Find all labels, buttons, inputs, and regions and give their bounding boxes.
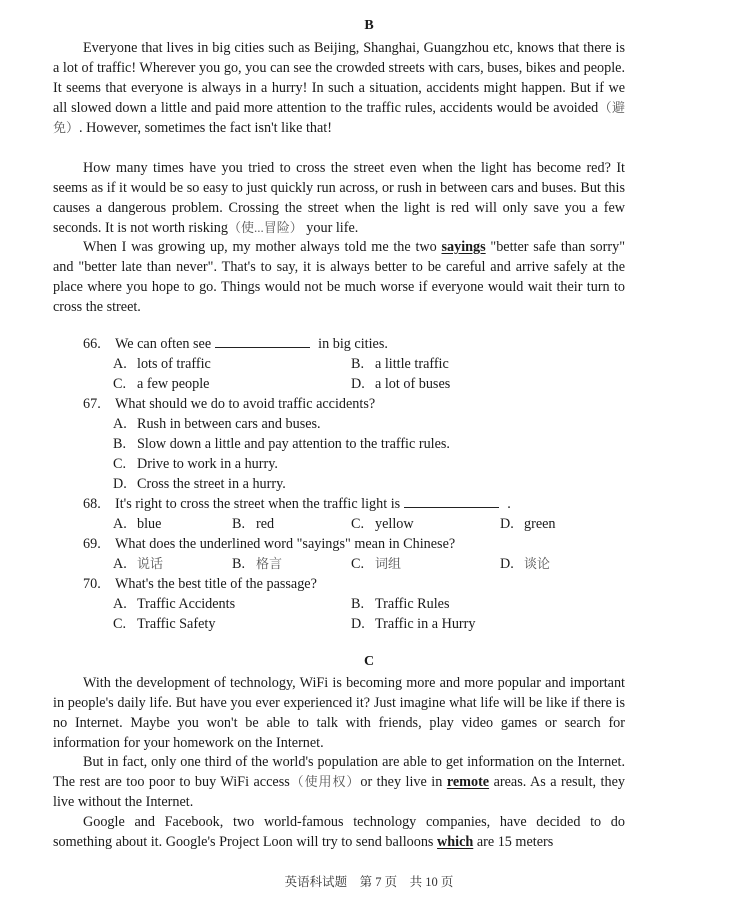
option-69-a: A. 说话 [113,556,164,572]
option-68-a: A. blue [113,516,162,532]
section-b-paragraph-2: How many times have you tried to cross the street even when the light has become red? It seems as if it would be so easy to just quickly run across, or rush in between cars and buses. But this causes a dangerous problem. Crossing the street when the light is red will only save you a few seconds. It is not worth risking（使...冒险） your life. [53,160,625,236]
option-69-c: C. 词组 [351,556,402,572]
option-66-b: B. a little traffic [351,356,449,372]
section-c-paragraph-2: But in fact, only one third of the world's population are able to get information on the Internet. The rest are too poor to buy WiFi access（使用权）or they live in remote areas. As a result, they live without the Internet. [53,754,625,810]
underlined-word-remote: remote [446,774,490,790]
option-67-b: B. Slow down a little and pay attention to the traffic rules. [113,436,450,452]
option-68-c: C. yellow [351,516,414,532]
section-c-paragraph-3: Google and Facebook, two world-famous technology companies, have decided to do something about it. Google's Project Loon will try to send balloons which are 15 meters [53,814,625,850]
question-69: 69. What does the underlined word "sayings" mean in Chinese? [83,536,456,552]
option-67-c: C. Drive to work in a hurry. [113,456,278,472]
option-70-a: A. Traffic Accidents [113,596,236,612]
question-68: 68. It's right to cross the street when the traffic light is . [83,496,511,512]
question-66: 66. We can often see in big cities. [83,336,388,352]
option-66-d: D. a lot of buses [351,376,451,392]
option-70-b: B. Traffic Rules [351,596,450,612]
section-b-title: B [364,18,374,33]
question-67: 67. What should we do to avoid traffic accidents? [83,396,376,412]
option-66-a: A. lots of traffic [113,356,211,372]
answer-blank [404,495,499,508]
section-b-paragraph-3: When I was growing up, my mother always told me the two sayings "better safe than sorry" and "better late than never". That's to say, it is always better to be careful and arrive safely at the place where you hope to go. Things would not be much worse if everyone would wait their turn to cross the street. [53,239,625,315]
underlined-word-sayings: sayings [441,239,486,255]
option-68-d: D. green [500,516,556,532]
option-68-b: B. red [232,516,275,532]
section-c-paragraph-1: With the development of technology, WiFi is becoming more and more popular and important in people's daily life. But have you ever experienced it? Just imagine what life will be like if there is no Internet. Maybe you won't be able to talk with friends, play video games or search for information for your homework on the Internet. [53,675,625,751]
answer-blank [215,335,310,348]
page-footer: 英语科试题 第 7 页 共 10 页 [284,875,454,889]
option-69-b: B. 格言 [232,556,283,572]
option-69-d: D. 谈论 [500,556,551,572]
option-66-c: C. a few people [113,376,210,392]
section-b-paragraph-1: Everyone that lives in big cities such as Beijing, Shanghai, Guangzhou etc, knows that there is a lot of traffic! Wherever you go, you can see the crowded streets with cars, buses, bikes and people. It seems that everyone is always in a hurry! In such a situation, accidents might happen. But if we all slowed down a little and paid more attention to the traffic rules, accidents would be avoided（避免）. However, sometimes the fact isn't like that! [53,40,625,136]
section-c-title: C [363,654,375,669]
option-67-a: A. Rush in between cars and buses. [113,416,321,432]
question-70: 70. What's the best title of the passage? [83,576,317,592]
option-67-d: D. Cross the street in a hurry. [113,476,286,492]
underlined-word-which: which [437,834,474,850]
option-70-d: D. Traffic in a Hurry [351,616,476,632]
option-70-c: C. Traffic Safety [113,616,216,632]
